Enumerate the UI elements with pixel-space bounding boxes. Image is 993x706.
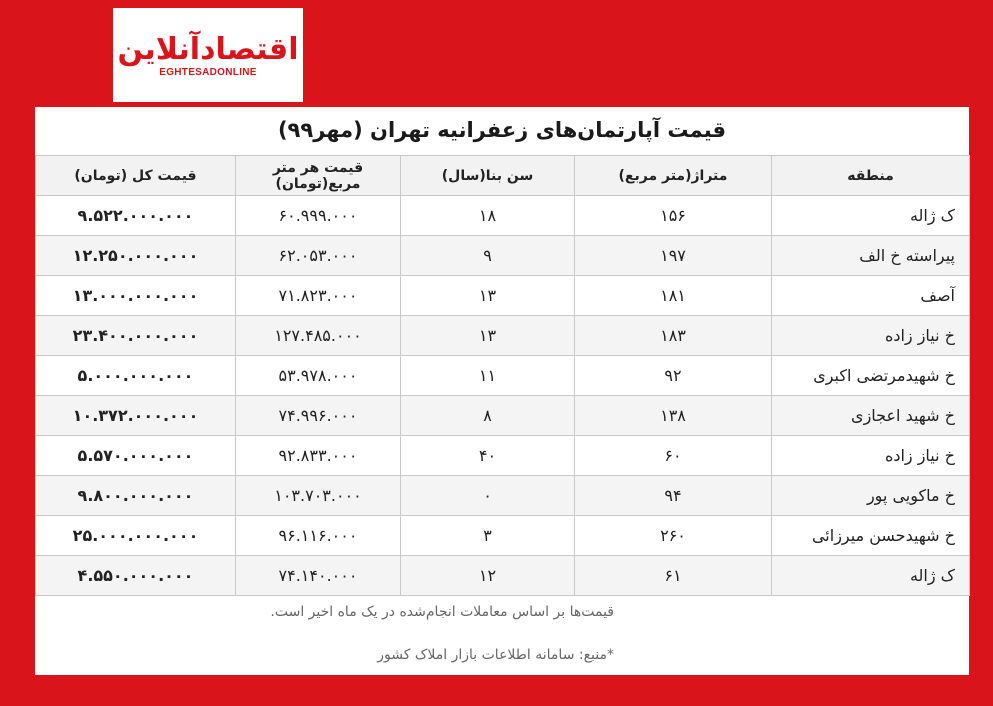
cell-age: ۱۳ — [401, 316, 575, 356]
cell-region: ک ژاله — [772, 556, 970, 596]
cell-age: ۴۰ — [401, 436, 575, 476]
cell-total-price: ۵.۵۷۰.۰۰۰.۰۰۰ — [36, 436, 236, 476]
table-row — [36, 396, 970, 436]
header-total-price: قیمت کل (تومان) — [36, 156, 236, 196]
cell-price-per-meter: ۷۴.۱۴۰.۰۰۰ — [236, 556, 401, 596]
source-note: *منبع: سامانه اطلاعات بازار املاک کشور — [377, 647, 614, 663]
cell-region: خ شهیدحسن میرزائی — [772, 516, 970, 556]
cell-area: ۶۱ — [575, 556, 772, 596]
table-header-row — [36, 156, 970, 196]
cell-price-per-meter: ۷۱.۸۲۳.۰۰۰ — [236, 276, 401, 316]
table-row — [36, 556, 970, 596]
cell-region: خ نیاز زاده — [772, 436, 970, 476]
header-area: متراژ(متر مربع) — [575, 156, 772, 196]
cell-area: ۹۲ — [575, 356, 772, 396]
table-row — [36, 196, 970, 236]
header-age: سن بنا(سال) — [401, 156, 575, 196]
cell-age: ۳ — [401, 516, 575, 556]
cell-total-price: ۱۰.۳۷۲.۰۰۰.۰۰۰ — [36, 396, 236, 436]
cell-price-per-meter: ۹۶.۱۱۶.۰۰۰ — [236, 516, 401, 556]
cell-total-price: ۵.۰۰۰.۰۰۰.۰۰۰ — [36, 356, 236, 396]
cell-total-price: ۲۳.۴۰۰.۰۰۰.۰۰۰ — [36, 316, 236, 356]
cell-area: ۱۵۶ — [575, 196, 772, 236]
cell-region: خ نیاز زاده — [772, 316, 970, 356]
table-row — [36, 356, 970, 396]
cell-area: ۱۸۱ — [575, 276, 772, 316]
cell-area: ۲۶۰ — [575, 516, 772, 556]
cell-region: خ شهید اعجازی — [772, 396, 970, 436]
cell-area: ۱۸۳ — [575, 316, 772, 356]
price-card — [35, 107, 969, 675]
page-title: قیمت آپارتمان‌های زعفرانیه تهران (مهر۹۹) — [277, 118, 727, 142]
cell-region: پیراسته خ الف — [772, 236, 970, 276]
cell-region: خ ماکویی پور — [772, 476, 970, 516]
table-row — [36, 236, 970, 276]
cell-age: ۰ — [401, 476, 575, 516]
header-region: منطقه — [772, 156, 970, 196]
logo — [113, 8, 303, 102]
cell-age: ۱۲ — [401, 556, 575, 596]
cell-price-per-meter: ۷۴.۹۹۶.۰۰۰ — [236, 396, 401, 436]
cell-price-per-meter: ۱۰۳.۷۰۳.۰۰۰ — [236, 476, 401, 516]
cell-total-price: ۲۵.۰۰۰.۰۰۰.۰۰۰ — [36, 516, 236, 556]
header-price-per-meter: قیمت هر متر مربع(تومان) — [236, 156, 401, 196]
cell-area: ۱۳۸ — [575, 396, 772, 436]
table-row — [36, 516, 970, 556]
table-row — [36, 476, 970, 516]
footnote: قیمت‌ها بر اساس معاملات انجام‌شده در یک ماه اخیر است. — [270, 604, 614, 620]
table-row — [36, 316, 970, 356]
cell-age: ۱۳ — [401, 276, 575, 316]
cell-total-price: ۱۲.۲۵۰.۰۰۰.۰۰۰ — [36, 236, 236, 276]
cell-age: ۱۸ — [401, 196, 575, 236]
cell-area: ۹۴ — [575, 476, 772, 516]
cell-region: ک ژاله — [772, 196, 970, 236]
cell-price-per-meter: ۶۲.۰۵۳.۰۰۰ — [236, 236, 401, 276]
cell-total-price: ۴.۵۵۰.۰۰۰.۰۰۰ — [36, 556, 236, 596]
cell-total-price: ۹.۸۰۰.۰۰۰.۰۰۰ — [36, 476, 236, 516]
cell-price-per-meter: ۱۲۷.۴۸۵.۰۰۰ — [236, 316, 401, 356]
cell-region: آصف — [772, 276, 970, 316]
cell-area: ۶۰ — [575, 436, 772, 476]
logo-latin-text: EGHTESADONLINE — [159, 66, 257, 78]
cell-price-per-meter: ۵۳.۹۷۸.۰۰۰ — [236, 356, 401, 396]
cell-area: ۱۹۷ — [575, 236, 772, 276]
cell-total-price: ۹.۵۲۲.۰۰۰.۰۰۰ — [36, 196, 236, 236]
price-table — [35, 155, 970, 596]
table-row — [36, 436, 970, 476]
cell-total-price: ۱۳.۰۰۰.۰۰۰.۰۰۰ — [36, 276, 236, 316]
cell-age: ۸ — [401, 396, 575, 436]
cell-price-per-meter: ۹۲.۸۳۳.۰۰۰ — [236, 436, 401, 476]
cell-price-per-meter: ۶۰.۹۹۹.۰۰۰ — [236, 196, 401, 236]
cell-region: خ شهیدمرتضی اکبری — [772, 356, 970, 396]
logo-persian-text: اقتصادآنلاین — [117, 31, 299, 67]
cell-age: ۱۱ — [401, 356, 575, 396]
table-row — [36, 276, 970, 316]
cell-age: ۹ — [401, 236, 575, 276]
